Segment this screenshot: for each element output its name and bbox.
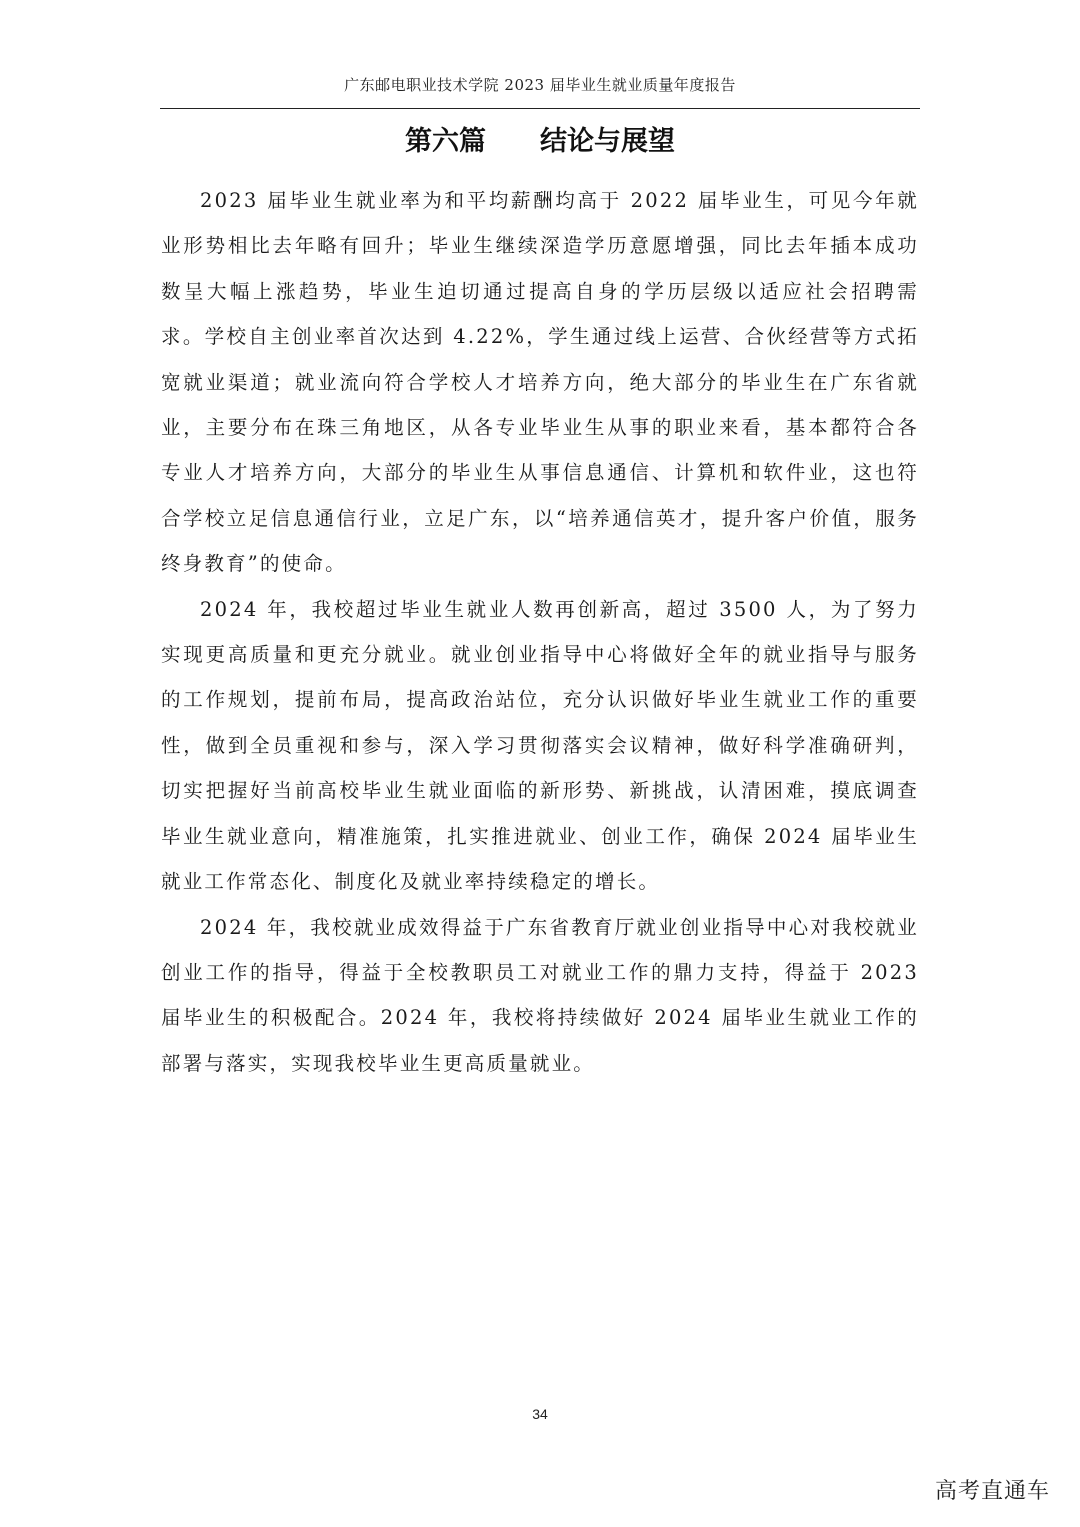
paragraph-outlook: 2024 年，我校超过毕业生就业人数再创新高，超过 3500 人，为了努力实现更高质量和更充分就业。就业创业指导中心将做好全年的就业指导与服务的工作规划，提前布局，提高政治站位，充分认识做好毕业生就业工作的重要性，做到全员重视和参与，深入学习贯彻落实会议精神，做好科学准确研判，切实把握好当前高校毕业生就业面临的新形势、新挑战，认清困难，摸底调查毕业生就业意向，精准施策，扎实推进就业、创业工作，确保 2024 届毕业生就业工作常态化、制度化及就业率持续稳定的增长。 xyxy=(161,597,919,894)
page-number: 34 xyxy=(532,1406,548,1422)
chapter-heading: 结论与展望 xyxy=(540,126,675,157)
header-divider xyxy=(160,108,920,109)
running-header: 广东邮电职业技术学院 2023 届毕业生就业质量年度报告 xyxy=(344,76,736,94)
watermark: 高考直通车 xyxy=(934,1479,1050,1504)
body-text xyxy=(161,178,919,1086)
paragraph-acknowledgement: 2024 年，我校就业成效得益于广东省教育厅就业创业指导中心对我校就业创业工作的指导，得益于全校教职员工对就业工作的鼎力支持，得益于 2023 届毕业生的积极配合。2024 年，我校将持续做好 2024 届毕业生就业工作的部署与落实，实现我校毕业生更高质量就业。 xyxy=(161,915,919,1075)
chapter-number: 第六篇 xyxy=(405,126,486,157)
chapter-title xyxy=(160,120,920,164)
paragraph-conclusion: 2023 届毕业生就业率为和平均薪酬均高于 2022 届毕业生，可见今年就业形势相比去年略有回升；毕业生继续深造学历意愿增强，同比去年插本成功数呈大幅上涨趋势，毕业生迫切通过提高自身的学历层级以适应社会招聘需求。学校自主创业率首次达到 4.22%，学生通过线上运营、合伙经营等方式拓宽就业渠道；就业流向符合学校人才培养方向，绝大部分的毕业生在广东省就业，主要分布在珠三角地区，从各专业毕业生从事的职业来看，基本都符合各专业人才培养方向，大部分的毕业生从事信息通信、计算机和软件业，这也符合学校立足信息通信行业，立足广东，以“培养通信英才，提升客户价值，服务终身教育”的使命。 xyxy=(161,189,919,576)
